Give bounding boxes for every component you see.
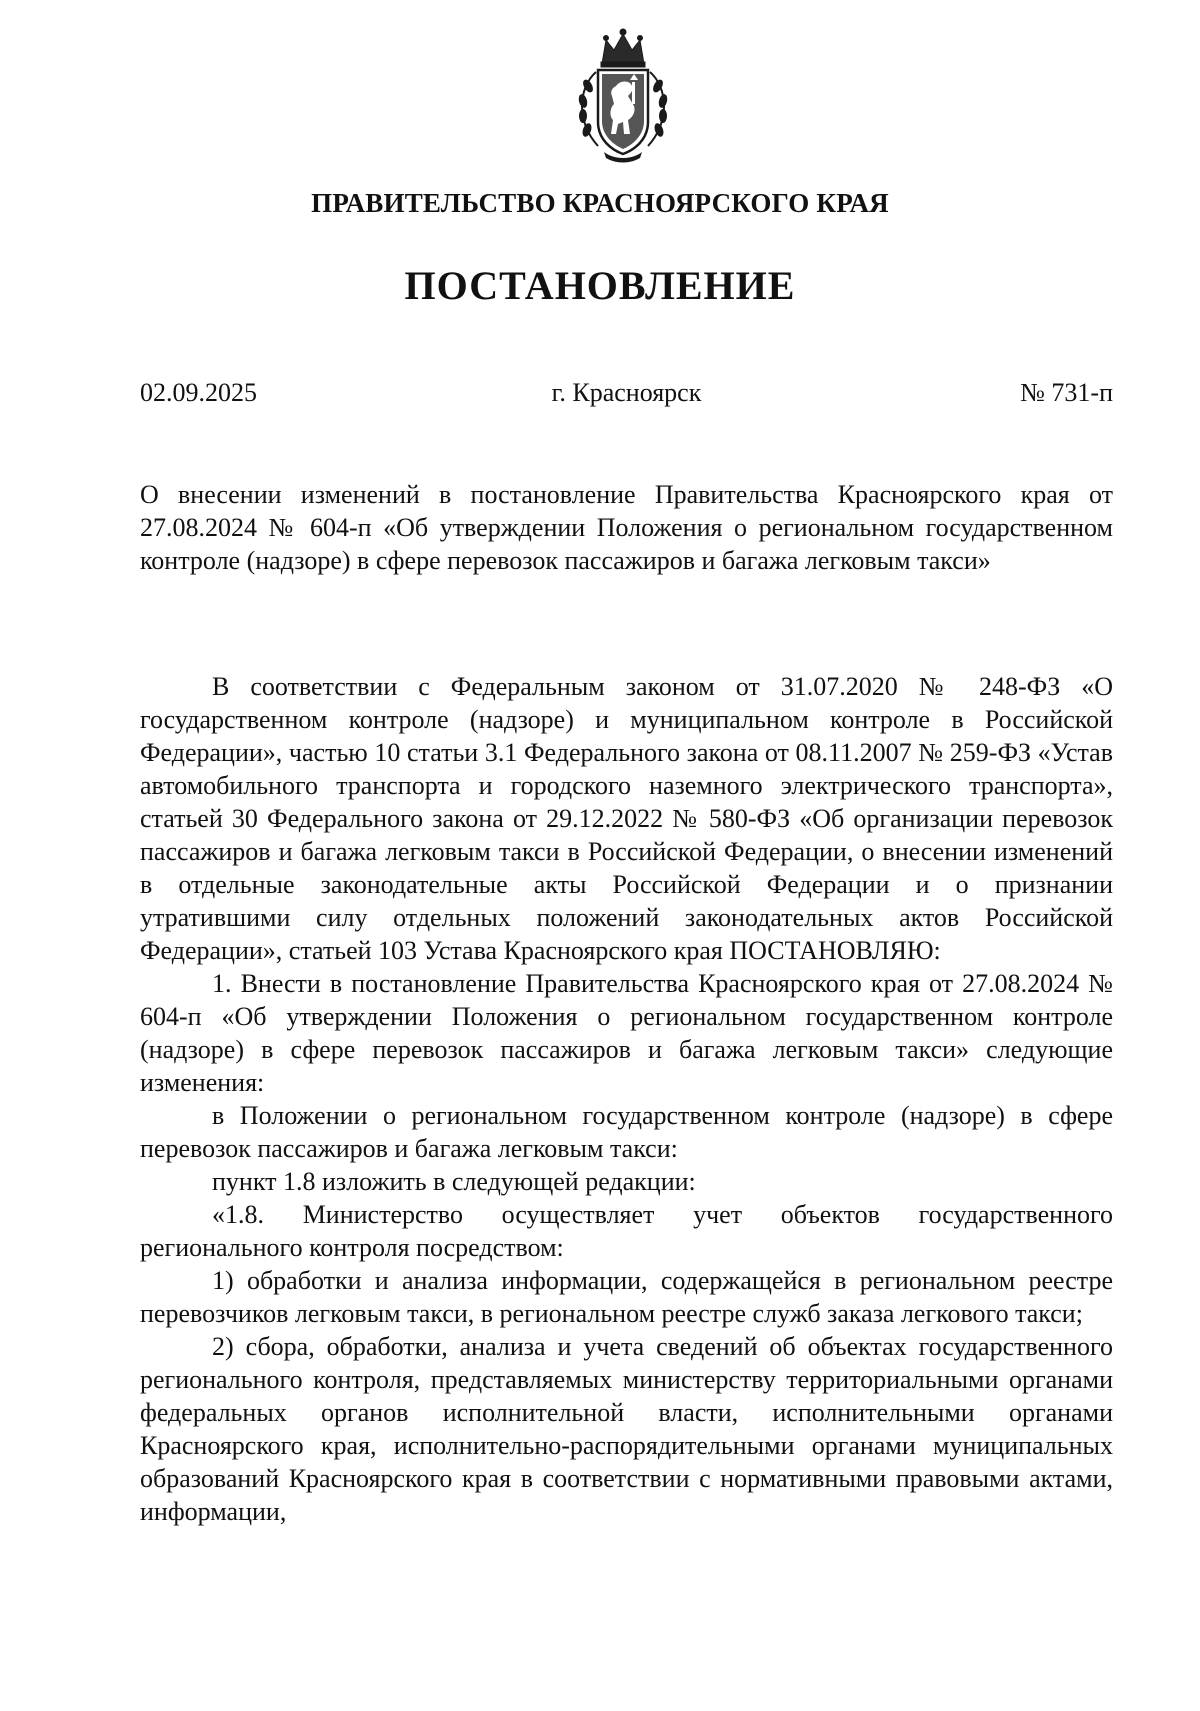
paragraph: 2) сбора, обработки, анализа и учета сведений об объектах государственного регионального контроля, представляемых министерству территориальными органами федеральных органов исполнительной власти, исполнительными органами Красноярского края, исполнительно-распорядительными органами муниципальных образований Красноярского края в соответствии с нормативными правовыми актами, информации, — [140, 1332, 1113, 1526]
document-type: ПОСТАНОВЛЕНИЕ — [404, 263, 796, 308]
paragraph: В соответствии с Федеральным законом от 31.07.2020 № 248-ФЗ «О государственном контроле (надзоре) и муниципальном контроле в Российской Федерации», частью 10 статьи 3.1 Федерального закона от 08.11.2007 № 259-ФЗ «Устав автомобильного транспорта и городского наземного электрического транспорта», статьей 30 Федерального закона от 29.12.2022 № 580-ФЗ «Об организации перевозок пассажиров и багажа легковым такси в Российской Федерации, о внесении изменений в отдельные законодательные акты Российской Федерации и о признании утратившими силу отдельных положений законодательных актов Российской Федерации», статьей 103 Устава Красноярского края ПОСТАНОВЛЯЮ: — [140, 672, 1113, 965]
paragraph: в Положении о региональном государственном контроле (надзоре) в сфере перевозок пассажиров и багажа легковым такси: — [140, 1101, 1113, 1163]
document-title: О внесении изменений в постановление Правительства Красноярского края от 27.08.2024 № 604-п «Об утверждении Положения о региональном государственном контроле (надзоре) в сфере перевозок пассажиров и багажа легковым такси» — [140, 480, 1113, 575]
document-city: г. Красноярск — [551, 378, 702, 407]
paragraph: пункт 1.8 изложить в следующей редакции: — [212, 1167, 696, 1196]
coat-of-arms-icon — [568, 26, 678, 166]
paragraph: «1.8. Министерство осуществляет учет объектов государственного регионального контроля посредством: — [140, 1200, 1113, 1262]
document-number: № 731-п — [1020, 378, 1113, 407]
paragraph: 1. Внести в постановление Правительства Красноярского края от 27.08.2024 № 604-п «Об утверждении Положения о региональном государственном контроле (надзоре) в сфере перевозок пассажиров и багажа легковым такси» следующие изменения: — [140, 969, 1113, 1097]
paragraph: 1) обработки и анализа информации, содержащейся в региональном реестре перевозчиков легковым такси, в региональном реестре служб заказа легкового такси; — [140, 1266, 1113, 1328]
organization-name: ПРАВИТЕЛЬСТВО КРАСНОЯРСКОГО КРАЯ — [311, 188, 889, 218]
document-meta — [140, 378, 1113, 412]
document-body — [140, 670, 1113, 1528]
document-date: 02.09.2025 — [140, 378, 257, 407]
